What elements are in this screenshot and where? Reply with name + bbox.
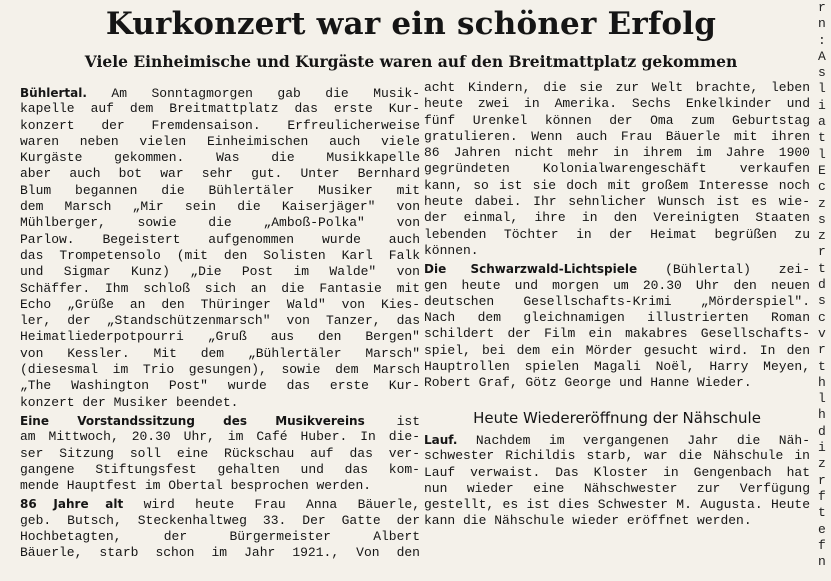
text-line: [20, 545, 420, 561]
line-text: heute dabei. Ihr sehnlicher Wunsch ist es wie-: [424, 194, 810, 210]
text-line: [424, 129, 810, 145]
line-text: aber auch bot war sehr gut. Unter Bernhard: [20, 166, 420, 182]
line-text: konzert der Musiker beendet.: [20, 394, 239, 410]
edge-fragment: z: [818, 456, 826, 472]
line-text: „The Washington Post" wurde das erste Kur-: [20, 378, 420, 394]
line-text: wird heute Frau Anna Bäuerle,: [123, 497, 420, 513]
line-text: Robert Graf, Götz George und Hanne Wieder.: [424, 375, 752, 391]
text-line: [424, 210, 810, 226]
edge-fragment: e: [818, 521, 826, 537]
line-text: gegründeten Kolonialwarengeschäft verkaufen: [424, 161, 810, 177]
line-text: das Trompetensolo (mit den Solisten Karl Falk: [20, 247, 420, 263]
line-text: Hauptrollen spielen Magali Noël, Harry Meyen,: [424, 359, 810, 375]
edge-fragment: f: [818, 488, 826, 504]
edge-fragment: :: [818, 32, 826, 48]
text-line: [20, 529, 420, 545]
text-line: [424, 96, 810, 112]
edge-fragment: i: [818, 97, 826, 113]
edge-fragment: l: [818, 146, 826, 162]
text-line: [20, 378, 420, 394]
edge-fragment: r: [818, 342, 826, 358]
text-line: [424, 261, 810, 277]
edge-fragment: z: [818, 228, 826, 244]
edge-fragment: d: [818, 277, 826, 293]
text-line: [20, 313, 420, 329]
text-line: [20, 215, 420, 231]
edge-fragment: a: [818, 114, 826, 130]
line-text: kann, so ist sie doch mit großem Interesse noch: [424, 177, 810, 193]
line-text: Blum begannen die Bühlertäler Musiker mit: [20, 182, 420, 198]
text-line: [20, 513, 420, 529]
line-text: von Kessler. Mit dem „Bühlertäler Marsch": [20, 345, 420, 361]
headline: Kurkonzert war ein schöner Erfolg: [105, 6, 717, 42]
paragraph-lead: Eine Vorstandssitzung des Musikvereins: [20, 413, 365, 428]
text-line: [424, 513, 810, 529]
line-text: lebenden Töchter in der Heimat begrüßen zu: [424, 226, 810, 242]
edge-fragment: r: [818, 0, 826, 15]
text-line: [424, 448, 810, 464]
second-article-title: Heute Wiedereröffnung der Nähschule: [473, 408, 761, 427]
edge-fragment: l: [818, 81, 826, 97]
line-text: ler, der „Standschützenmarsch" von Tanzer, das: [20, 313, 420, 329]
edge-fragment: z: [818, 195, 826, 211]
edge-fragment: c: [818, 309, 826, 325]
edge-fragment: v: [818, 325, 826, 341]
edge-fragment: d: [818, 423, 826, 439]
text-line: [20, 134, 420, 150]
line-text: gangene Stiftungsfest gehalten und das kom-: [20, 461, 420, 477]
text-line: [424, 432, 810, 448]
right-column: [424, 80, 810, 532]
line-text: kapelle auf dem Breitmattplatz das erste Kur-: [20, 101, 420, 117]
text-line: [20, 150, 420, 166]
text-line: [20, 166, 420, 182]
paragraph-lead: Die Schwarzwald-Lichtspiele: [424, 262, 638, 277]
line-text: ser Sitzung soll eine Rückschau auf das ver-: [20, 445, 420, 461]
text-line: [20, 478, 420, 494]
text-line: [424, 113, 810, 129]
line-text: Kurgäste gekommen. Was die Musikkapelle: [20, 150, 420, 166]
line-text: Am Sonntagmorgen gab die Musik-: [86, 86, 420, 101]
line-text: (Bühlertal) zei-: [637, 262, 810, 278]
text-line: [20, 264, 420, 280]
text-line: [424, 145, 810, 161]
line-text: geb. Butsch, Steckenhaltweg 33. Der Gatte der: [20, 512, 420, 528]
paragraph-lead: Lauf.: [424, 432, 458, 447]
text-line: [20, 362, 420, 378]
text-line: [20, 346, 420, 362]
line-text: Parlow. Begeistert aufgenommen wurde auch: [20, 231, 420, 247]
line-text: schwester Richildis starb, war die Nähschule in: [424, 448, 810, 464]
edge-fragment: h: [818, 374, 826, 390]
text-line: [424, 243, 810, 259]
subheadline: Viele Einheimische und Kurgäste waren auf den Breitmattplatz gekommen: [84, 52, 738, 71]
edge-fragment: n: [818, 16, 826, 32]
edge-fragment: t: [818, 130, 826, 146]
edge-fragment: t: [818, 260, 826, 276]
text-line: [20, 118, 420, 134]
edge-fragment: i: [818, 440, 826, 456]
text-line: [424, 161, 810, 177]
line-text: Nachdem im vergangenen Jahr die Näh-: [457, 432, 810, 448]
line-text: Heimatliederpotpourri „Gruß aus den Bergen": [20, 329, 420, 345]
edge-fragment: t: [818, 505, 826, 521]
line-text: deutschen Gesellschafts-Krimi „Mörderspiel".: [424, 293, 810, 309]
text-line: [20, 297, 420, 313]
line-text: Mühlberger, sowie die „Amboß-Polka" von: [20, 215, 420, 231]
edge-fragment: s: [818, 211, 826, 227]
text-line: [20, 232, 420, 248]
text-line: [20, 496, 420, 512]
paragraph-lead: Bühlertal.: [20, 86, 87, 100]
text-line: [424, 178, 810, 194]
text-line: [424, 343, 810, 359]
line-text: kann die Nähschule wieder eröffnet werden.: [424, 513, 752, 529]
text-line: [424, 80, 810, 96]
line-text: Echo „Grüße an den Thüringer Wald" von Kies-: [20, 296, 420, 312]
text-line: [20, 395, 420, 411]
text-line: [424, 278, 810, 294]
line-text: konzert der Fremdensaison. Erfreulicherweise: [20, 117, 420, 133]
line-text: am Mittwoch, 20.30 Uhr, im Café Huber. In die-: [20, 429, 420, 445]
edge-fragment: A: [818, 48, 826, 64]
text-line: [424, 310, 810, 326]
line-text: gestellt, es ist dies Schwester M. Augusta. Heute: [424, 497, 810, 513]
edge-fragment: s: [818, 65, 826, 81]
text-line: [20, 281, 420, 297]
text-line: [424, 326, 810, 342]
text-line: [20, 413, 420, 429]
adjacent-column-fragment: [818, 0, 831, 581]
edge-fragment: s: [818, 293, 826, 309]
edge-fragment: h: [818, 407, 826, 423]
paragraph-lead: 86 Jahre alt: [20, 497, 124, 512]
edge-fragment: l: [818, 391, 826, 407]
edge-fragment: t: [818, 358, 826, 374]
line-text: Lauf verwaist. Das Kloster in Gengenbach hat: [424, 464, 810, 480]
text-line: [424, 497, 810, 513]
line-text: und Sigmar Kunz) „Die Post im Walde" von: [20, 264, 420, 280]
line-text: der einmal, ihre in den Vereinigten Staaten: [424, 210, 810, 226]
edge-fragment: n: [818, 554, 826, 570]
text-line: [20, 183, 420, 199]
line-text: ist: [364, 413, 420, 429]
line-text: dem Marsch „Mir sein die Kaiserjäger" von: [20, 199, 420, 215]
edge-fragment: r: [818, 244, 826, 260]
text-line: [424, 375, 810, 391]
line-text: Schäffer. Ihm schloß sich an die Fantasie mit: [20, 280, 420, 296]
text-line: [424, 359, 810, 375]
text-line: [424, 481, 810, 497]
line-text: nun wieder eine Nähschwester zur Verfügung: [424, 480, 810, 496]
text-line: [424, 294, 810, 310]
text-line: [20, 462, 420, 478]
edge-fragment: f: [818, 537, 826, 553]
text-line: [20, 85, 420, 101]
text-line: [20, 101, 420, 117]
text-line: [20, 248, 420, 264]
line-text: heute zwei in Amerika. Sechs Enkelkinder und: [424, 96, 810, 112]
line-text: Bäuerle, starb schon im Jahr 1921., Von den: [20, 545, 420, 561]
line-text: waren neben vielen Einheimischen auch viele: [20, 133, 420, 149]
edge-fragment: r: [818, 472, 826, 488]
line-text: fünf Urenkel können der Oma zum Geburtstag: [424, 112, 810, 128]
edge-fragment: c: [818, 179, 826, 195]
text-line: [20, 199, 420, 215]
line-text: Hochbetagten, der Bürgermeister Albert: [20, 529, 420, 545]
text-line: [20, 446, 420, 462]
right-column-text: [424, 80, 810, 394]
line-text: mende Hauptfest im Obertal besprochen werden.: [20, 478, 372, 494]
second-article-body: [424, 432, 810, 532]
text-line: [20, 329, 420, 345]
line-text: 86 Jahren nicht mehr in ihrem im Jahre 1900: [424, 145, 810, 161]
line-text: schildert der Film ein makabres Gesellschafts-: [424, 326, 810, 342]
line-text: spiel, bei dem ein Mörder gesucht wird. In den: [424, 342, 810, 358]
line-text: (diesesmal im Trio gesungen), sowie dem Marsch: [20, 362, 420, 378]
text-line: [424, 194, 810, 210]
edge-fragment: E: [818, 162, 826, 178]
line-text: acht Kindern, die sie zur Welt brachte, leben: [424, 80, 810, 95]
line-text: Nach dem gleichnamigen illustrierten Roman: [424, 310, 810, 326]
text-line: [424, 227, 810, 243]
text-line: [424, 465, 810, 481]
line-text: gratulieren. Wenn auch Frau Bäuerle mit ihren: [424, 128, 810, 144]
line-text: können.: [424, 242, 479, 258]
line-text: gen heute und morgen um 20.30 Uhr den neuen: [424, 277, 810, 293]
text-line: [20, 429, 420, 445]
left-column: [20, 85, 420, 562]
